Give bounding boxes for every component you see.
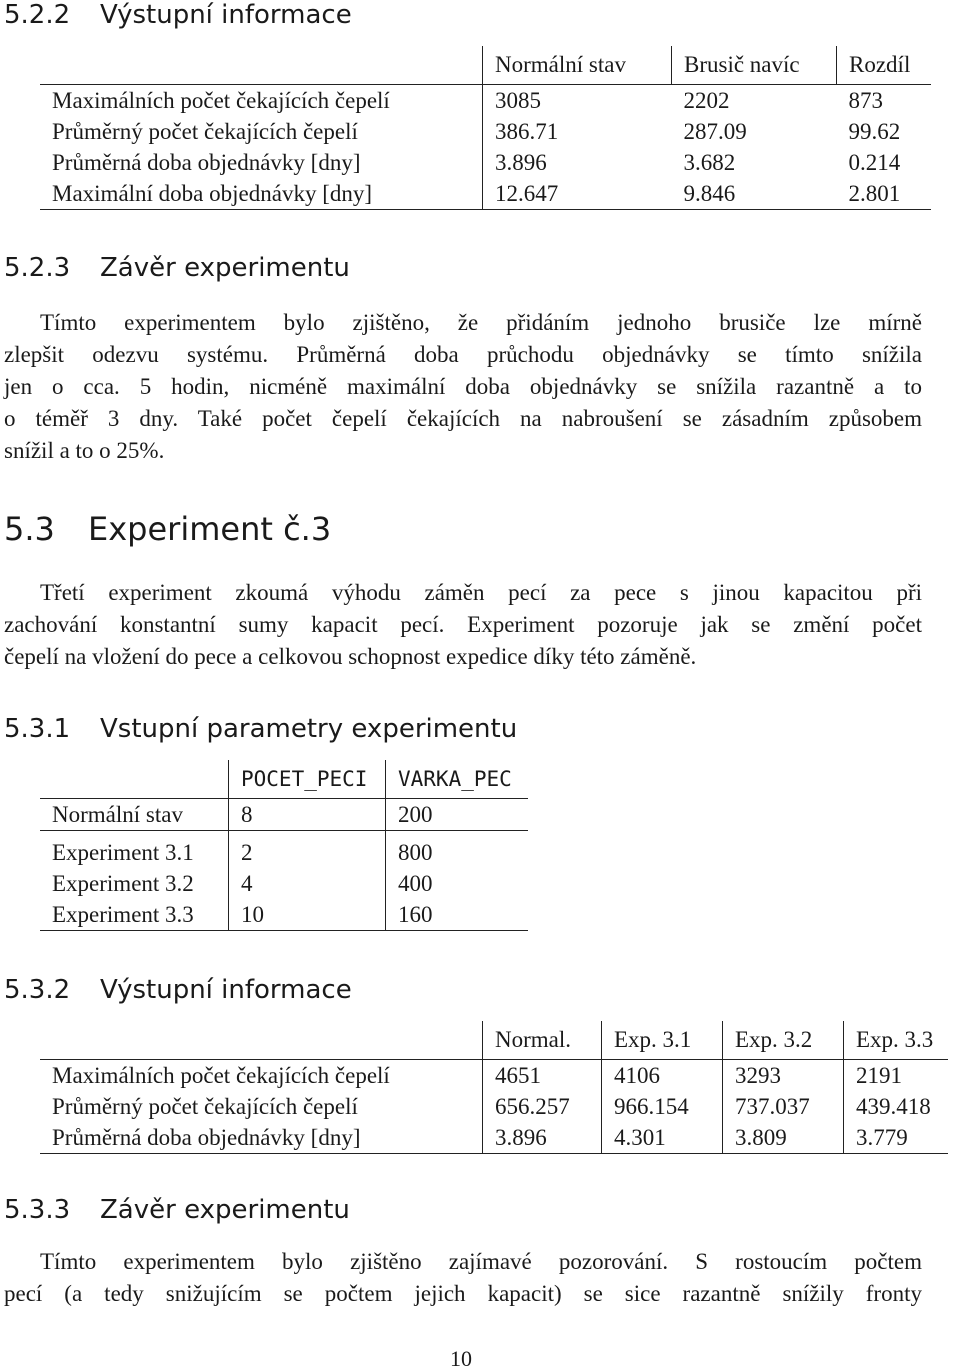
table-cell: 4 (229, 868, 386, 899)
table-cell: 9.846 (672, 178, 837, 210)
page-number: 10 (450, 1346, 472, 1371)
row-label: Průměrná doba objednávky [dny] (40, 1122, 483, 1154)
table-cell: 3.896 (483, 1122, 602, 1154)
text-line: zlepšit odezvu systému. Průměrná doba průchodu objednávky se tímto snížila (4, 342, 922, 367)
table-cell: 2202 (672, 85, 837, 117)
table-cell: 400 (386, 868, 529, 899)
section-number: 5.2.2 (4, 0, 71, 30)
table-cell: 287.09 (683, 118, 747, 144)
column-header: Brusič navíc (672, 46, 837, 85)
row-label: Průměrná doba objednávky [dny] (52, 149, 361, 175)
section-heading-5-3-1 (4, 714, 517, 744)
table-cell: 386.71 (483, 116, 672, 147)
section-number: 5.3 (4, 510, 55, 548)
table-cell: 2191 (844, 1060, 949, 1092)
table-row (40, 116, 931, 147)
table-row (40, 1122, 948, 1154)
table-cell: 3.809 (723, 1122, 844, 1154)
table-row (40, 899, 528, 931)
section-title: Závěr experimentu (100, 253, 350, 283)
text-line: zachování konstantní sumy kapacit pecí. Experiment pozoruje jak se změní počet (4, 612, 922, 637)
paragraph-conclusion-exp2 (4, 307, 922, 467)
text-line: Třetí experiment zkoumá výhodu záměn pecí za pece s jinou kapacitou při (40, 580, 922, 605)
text-line: Tímto experimentem bylo zjištěno, že přidáním jednoho brusiče lze mírně (40, 310, 922, 335)
table-row (40, 868, 528, 899)
table-row (40, 178, 931, 210)
table-cell: 8 (229, 799, 386, 831)
table-row (40, 1091, 948, 1122)
section-title: Vstupní parametry experimentu (100, 714, 518, 744)
table-cell: 3085 (483, 85, 672, 117)
column-header: Rozdíl (837, 46, 932, 85)
row-label: Experiment 3.2 (52, 870, 194, 896)
text-line: pecí (a tedy snižujícím se počtem jejich kapacit) se sice razantně snížily fronty (4, 1281, 922, 1306)
section-number: 5.3.1 (4, 714, 71, 744)
results-table-exp2 (40, 46, 931, 210)
row-label: Průměrný počet čekajících čepelí (52, 1093, 358, 1119)
table-cell: 2.801 (837, 178, 932, 210)
table-cell: 3.779 (844, 1122, 949, 1154)
table-row (40, 85, 931, 117)
table-cell: 3.896 (483, 147, 672, 178)
table-cell: 0.214 (848, 149, 901, 175)
column-header: VARKA_PEC (386, 760, 529, 799)
section-number: 5.3.2 (4, 975, 71, 1005)
table-row (40, 799, 528, 831)
paragraph-conclusion-exp3 (4, 1246, 922, 1310)
table-cell: 3293 (723, 1060, 844, 1092)
table-cell: 160 (386, 899, 529, 931)
table-cell: 4106 (602, 1060, 723, 1092)
table-cell: 737.037 (723, 1091, 844, 1122)
table-cell: 3.682 (683, 149, 736, 175)
section-title: Výstupní informace (100, 0, 352, 30)
text-line: o téměř 3 dny. Také počet čepelí čekajících na nabroušení se zásadním způsobem (4, 406, 922, 431)
text-line: snížil a to o 25%. (4, 438, 165, 463)
table-cell: 99.62 (848, 118, 901, 144)
table-cell: 200 (386, 799, 529, 831)
table-cell: 800 (386, 837, 529, 868)
column-header: Exp. 3.1 (602, 1021, 723, 1060)
section-heading-5-3 (4, 510, 331, 548)
row-label: Průměrný počet čekajících čepelí (52, 118, 358, 144)
section-heading-5-2-3 (4, 253, 350, 283)
column-header: Exp. 3.2 (723, 1021, 844, 1060)
row-label: Maximálních počet čekajících čepelí (40, 1060, 483, 1092)
table-cell: 873 (837, 85, 932, 117)
column-header: POCET_PECI (229, 760, 386, 799)
column-header: Exp. 3.3 (844, 1021, 949, 1060)
section-heading-5-3-2 (4, 975, 352, 1005)
column-header: Normální stav (483, 46, 672, 85)
results-table-exp3 (40, 1021, 948, 1154)
section-heading-5-3-3 (4, 1195, 350, 1225)
section-title: Závěr experimentu (100, 1195, 350, 1225)
column-header: Normal. (483, 1021, 602, 1060)
row-label: Maximálních počet čekajících čepelí (40, 85, 483, 117)
table-cell: 4.301 (602, 1122, 723, 1154)
row-label: Normální stav (40, 799, 229, 831)
table-cell: 656.257 (483, 1091, 602, 1122)
section-title: Výstupní informace (100, 975, 352, 1005)
table-cell: 966.154 (602, 1091, 723, 1122)
table-cell: 12.647 (483, 178, 672, 210)
table-cell: 2 (229, 837, 386, 868)
section-number: 5.2.3 (4, 253, 71, 283)
text-line: čepelí na vložení do pece a celkovou schopnost expedice díky této záměně. (4, 644, 697, 669)
table-row (40, 837, 528, 868)
section-heading-5-2-2 (4, 0, 352, 30)
input-parameters-table (40, 760, 528, 931)
text-line: jen o cca. 5 hodin, nicméně maximální doba objednávky se snížila razantně a to (4, 374, 922, 399)
text-line: Tímto experimentem bylo zjištěno zajímavé pozorování. S rostoucím počtem (40, 1249, 922, 1274)
row-label: Maximální doba objednávky [dny] (40, 178, 483, 210)
section-title: Experiment č.3 (88, 510, 332, 548)
table-row (40, 147, 931, 178)
table-cell: 4651 (483, 1060, 602, 1092)
row-label: Experiment 3.3 (40, 899, 229, 931)
table-cell: 10 (229, 899, 386, 931)
table-cell: 439.418 (844, 1091, 949, 1122)
section-number: 5.3.3 (4, 1195, 71, 1225)
paragraph-experiment-3 (4, 577, 922, 673)
table-row (40, 1060, 948, 1092)
row-label: Experiment 3.1 (52, 839, 194, 865)
